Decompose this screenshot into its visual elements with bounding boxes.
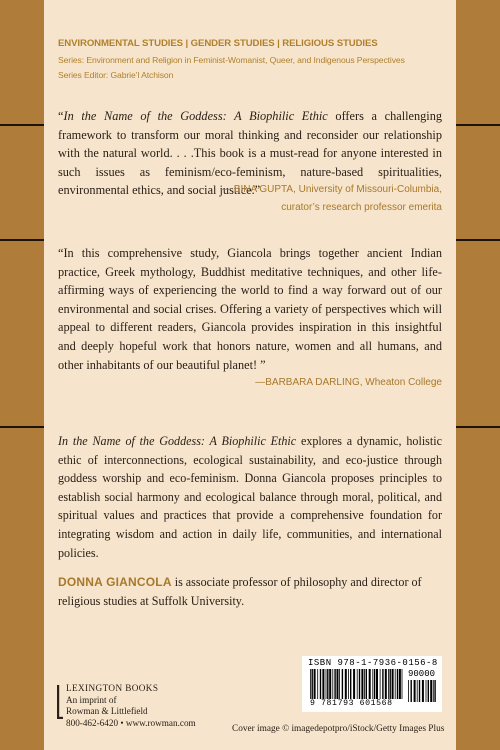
barcode-bar (357, 669, 358, 699)
barcode-box (302, 656, 442, 712)
publisher-imprint: An imprint of (66, 694, 117, 705)
publisher-imprint-parent: Rowman & Littlefield (66, 706, 148, 717)
barcode-bar (314, 669, 316, 699)
publisher-name: LEXINGTON BOOKS (66, 683, 159, 693)
barcode-bar (402, 669, 403, 699)
barcode-bar (380, 669, 381, 699)
barcode-bar (426, 680, 427, 702)
quote-attribution: — BINA GUPTA, University of Missouri-Columbia, (221, 183, 442, 195)
barcode-bar (359, 669, 360, 699)
quote-text: “In the Name of the Goddess: A Biophilic Ethic offers a challenging framework to transform our moral thinking and reconsider our relationship with the natural world. . . .This book is a must-read for anyone interested in such issues as feminism/eco-feminism, nature-based spiritualities, environmental ethics, and social justice.” (58, 109, 442, 198)
endorsement-quote-2 (58, 244, 442, 392)
barcode-number: 9 781793 601568 (310, 699, 393, 708)
barcode-bar (350, 669, 351, 699)
barcode-bar (337, 669, 339, 699)
subject-categories: ENVIRONMENTAL STUDIES | GENDER STUDIES | RELIGIOUS STUDIES (58, 38, 378, 49)
barcode-bar (327, 669, 328, 699)
barcode-bar (320, 669, 321, 699)
barcode-bar (382, 669, 383, 699)
quote-text: “In this comprehensive study, Giancola brings together ancient Indian practice, Greek mythology, Buddhist meditative techniques, and other life-affirming ways of experiencing the world to find a way forward out of our environmental and social crises. Offering a variety of perspectives which will appeal to different readers, Giancola provides inspiration in this insightful and deeply hopeful work that honors nature, women and all humans, and other inhabitants of our beautiful planet! ” (58, 246, 442, 372)
barcode-bar (369, 669, 371, 699)
isbn-label: ISBN 978-1-7936-0156-8 (308, 658, 438, 668)
barcode-bar (342, 669, 343, 699)
publisher-logo-icon (57, 685, 63, 719)
barcode-bar (392, 669, 394, 699)
barcode-bar (433, 680, 434, 702)
author-name: DONNA GIANCOLA (58, 575, 172, 589)
barcode-bar (366, 669, 367, 699)
barcode-bar (408, 680, 409, 702)
barcode-bar (361, 669, 363, 699)
barcode-bar (322, 669, 324, 699)
cover-image-credit: Cover image © imagedepotpro/iStock/Getty Images Plus (232, 724, 445, 734)
barcode-bar (417, 680, 418, 702)
description-book-title: In the Name of the Goddess: A Biophilic Ethic (58, 434, 297, 448)
book-description: In the Name of the Goddess: A Biophilic Ethic explores a dynamic, holistic ethic of interconnections, ecological sustainability, and eco-justice through goddess worship and eco-feminism. Donna Giancola proposes principles to establish social harmony and ecological balance through moral, political, and spiritual values and practices that provide a comprehensive foundation for integrating wisdom and action in daily life, communities, and international policies. (58, 434, 442, 560)
barcode-bar (388, 669, 389, 699)
endorsement-quote-1 (58, 107, 442, 217)
barcode-bar (332, 669, 333, 699)
author-bio: DONNA GIANCOLA is associate professor of philosophy and director of religious studies at Suffolk University. (58, 575, 422, 608)
series-editor: Series Editor: Gabrie’l Atchison (58, 70, 174, 80)
barcode-bar (364, 669, 365, 699)
barcode-bar (422, 680, 424, 702)
barcode-bar (411, 680, 412, 702)
barcode-bar (374, 669, 375, 699)
barcode-bar (395, 669, 396, 699)
barcode-bar (345, 669, 347, 699)
barcode-bar (428, 680, 429, 702)
barcode-bar (310, 669, 311, 699)
quote-attribution-title: curator’s research professor emerita (281, 201, 442, 213)
barcode-bar (326, 669, 327, 699)
publisher-contact: 800-462-6420 • www.rowman.com (66, 717, 196, 728)
quote-book-title: In the Name of the Goddess: A Biophilic Ethic (63, 109, 328, 123)
barcode-bar (353, 669, 355, 699)
barcode-bar (385, 669, 387, 699)
barcode-bar (372, 669, 373, 699)
barcode-bar (399, 669, 401, 699)
barcode-bar (397, 669, 398, 699)
addon-barcode-bars (408, 680, 436, 702)
publisher-info (66, 683, 196, 729)
barcode-bar (414, 680, 416, 702)
barcode-bar (339, 669, 340, 699)
barcode-bar (348, 669, 349, 699)
barcode-bar (317, 669, 318, 699)
series-title: Series: Environment and Religion in Feminist-Womanist, Queer, and Indigenous Perspectives (58, 55, 405, 65)
price-code: 90000 (408, 669, 436, 679)
quote-attribution: —BARBARA DARLING, Wheaton College (255, 377, 442, 389)
barcode-bar (329, 669, 331, 699)
barcode-bar (334, 669, 335, 699)
barcode-bar (434, 680, 435, 702)
barcode-bar (312, 669, 313, 699)
barcode-bar (376, 669, 378, 699)
barcode-bars (310, 669, 404, 699)
barcode-bar (390, 669, 391, 699)
barcode-bar (419, 680, 420, 702)
barcode-bar (430, 680, 432, 702)
